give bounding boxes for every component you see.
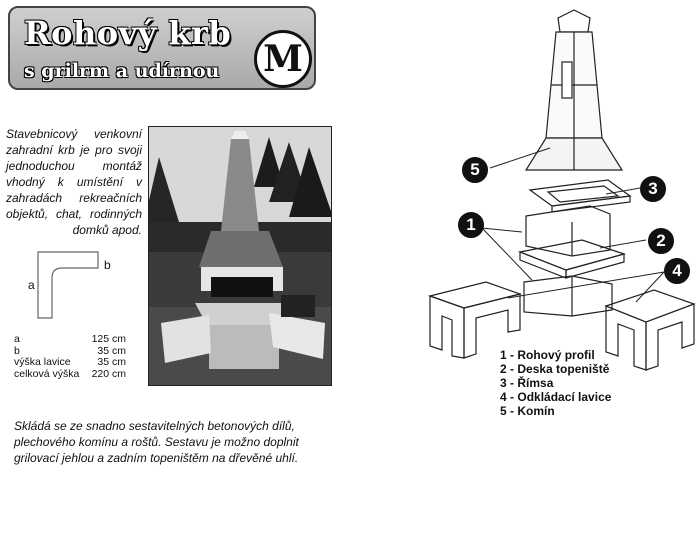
intro-paragraph: Stavebnicový venkovní zahradní krb je pro svoji jednoduchou montáž vhodný k umístění v zahradách rekreačních objektů, chat, rodinných domků apod. (6, 127, 142, 237)
legend-number: 1 (500, 348, 507, 362)
legend-number: 4 (500, 390, 507, 404)
legend-item: 4 - Odkládací lavice (500, 390, 612, 404)
legend-label: Odkládací lavice (517, 390, 612, 404)
plan-label-a: a (28, 278, 35, 292)
legend-label: Komín (517, 404, 555, 418)
product-title: Rohový krb (24, 14, 232, 52)
legend-label: Deska topeniště (517, 362, 610, 376)
callout-1: 1 (458, 212, 484, 238)
dimension-value: 220 cm (91, 367, 126, 380)
dimension-label: výška lavice (14, 356, 71, 368)
chimney-cap (558, 10, 590, 32)
callout-4: 4 (664, 258, 690, 284)
bench-right-top (606, 290, 694, 322)
parts-legend (500, 348, 611, 418)
corner-profile-lower (524, 276, 612, 316)
bench-left-top (430, 282, 520, 308)
legend-number: 2 (500, 362, 507, 376)
legend-label: Rohový profil (517, 348, 595, 362)
legend-item: 3 - Římsa (500, 376, 554, 390)
dimension-value: 35 cm (97, 344, 126, 357)
callout-5: 5 (462, 157, 488, 183)
callout-2: 2 (648, 228, 674, 254)
legend-item: 5 - Komín (500, 404, 555, 418)
leader-line (600, 240, 646, 248)
footnote-paragraph: Skládá se ze snadno sestavitelných betonových dílů, plechového komínu a roštů. Sestavu je možno doplnit grilovací jehlou a zadním topeništěm na dřevěné uhlí. (14, 419, 299, 465)
dimension-value: 125 cm (91, 333, 126, 345)
legend-number: 3 (500, 376, 507, 390)
legend-item: 2 - Deska topeniště (500, 362, 610, 376)
leader-line (636, 272, 664, 302)
dimension-label: a (14, 333, 20, 345)
model-badge: M (254, 30, 312, 88)
product-subtitle: s grilrm a udírnou (24, 60, 220, 82)
plan-label-b: b (104, 258, 111, 272)
leader-line (482, 228, 522, 232)
callout-3: 3 (640, 176, 666, 202)
legend-item: 1 - Rohový profil (500, 348, 595, 362)
legend-number: 5 (500, 404, 507, 418)
legend-label: Římsa (517, 376, 554, 390)
dimension-label: b (14, 344, 20, 357)
dimension-value: 35 cm (97, 356, 126, 368)
dimension-label: celková výška (14, 367, 80, 380)
